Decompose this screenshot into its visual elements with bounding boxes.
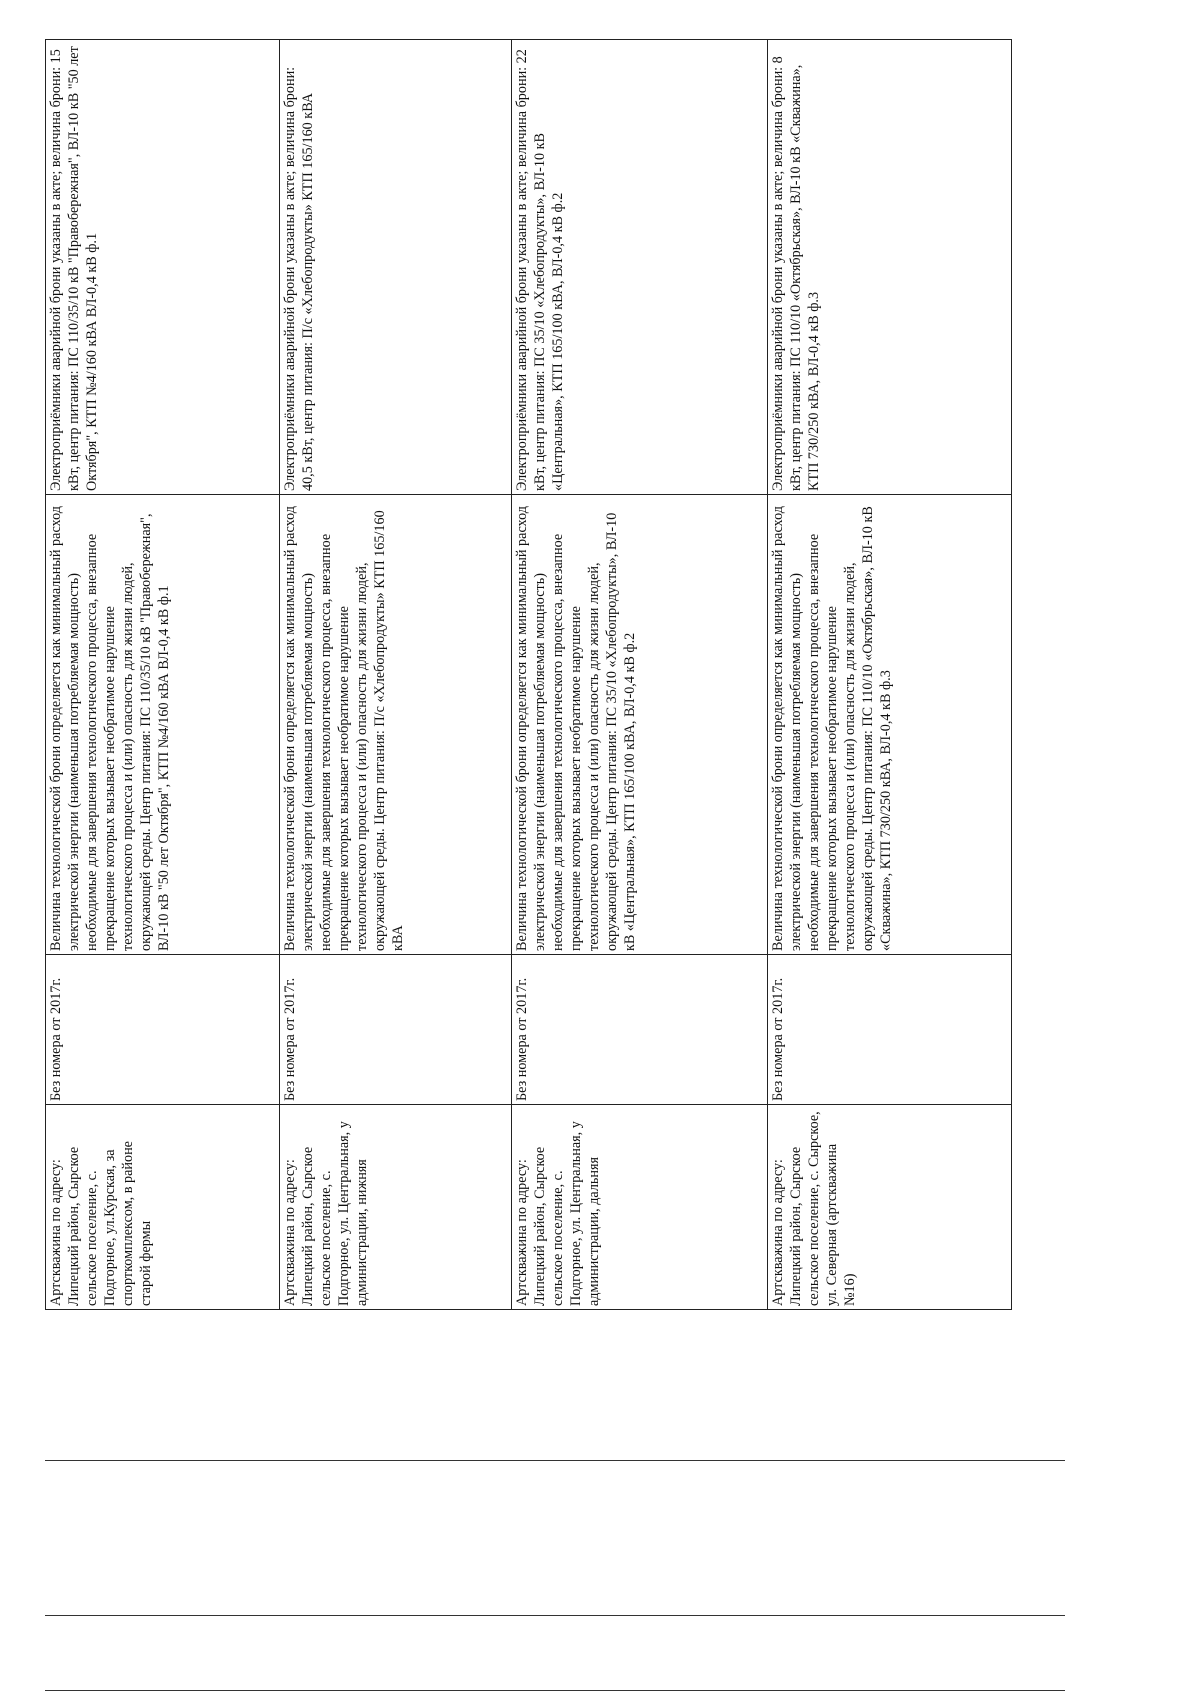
emergency-reserve-cell: Электроприёмники аварийной брони указаны в акте; величина брони: 15 кВт, центр питания: ПС 110/35/10 кВ "Правобережная", ВЛ-10 кВ "50 лет Октября", КТП №4/160 кВА ВЛ-0,4 кВ ф.1	[46, 40, 280, 495]
technological-reserve-cell: Величина технологической брони определяется как минимальный расход электрической энергии (наименьшая потребляемая мощность) необходимые для завершения технологического процесса, внезапное прекращение которых вызывает необратимое нарушение технологического процесса и (или) опасность для жизни людей, окружающей среды. Центр питания: ПС 110/10 «Октябрьская», ВЛ-10 кВ «Скважина», КТП 730/250 кВА, ВЛ-0,4 кВ ф.3	[768, 495, 1012, 955]
technological-reserve-cell: Величина технологической брони определяется как минимальный расход электрической энергии (наименьшая потребляемая мощность) необходимые для завершения технологического процесса, внезапное прекращение которых вызывает необратимое нарушение технологического процесса и (или) опасность для жизни людей, окружающей среды. Центр питания: П/с «Хлебопродукты» КТП 165/160 кВА	[280, 495, 512, 955]
emergency-reserve-cell: Электроприёмники аварийной брони указаны в акте; величина брони: 22 кВт, центр питания: ПС 35/10 «Хлебопродукты», ВЛ-10 кВ «Центральная», КТП 165/100 кВА, ВЛ-0,4 кВ ф.2	[512, 40, 768, 495]
address-cell: Артскважина по адресу: Липецкий район, Сырское сельское поселение, с. Подгорное, ул.Курская, за спорткомплексом, в районе старой фермы	[46, 1105, 280, 1310]
document-cell: Без номера от 2017г.	[768, 955, 1012, 1105]
divider-line	[45, 1690, 1065, 1691]
address-cell: Артскважина по адресу: Липецкий район, Сырское сельское поселение, с. Подгорное, ул. Центральная, у администрации, нижняя	[280, 1105, 512, 1310]
rotated-table-area	[45, 40, 1200, 1306]
document-cell: Без номера от 2017г.	[46, 955, 280, 1105]
emergency-reserve-cell: Электроприёмники аварийной брони указаны в акте; величина брони: 8 кВт, центр питания: ПС 110/10 «Октябрьская», ВЛ-10 кВ «Скважина», КТП 730/250 кВА, ВЛ-0,4 кВ ф.3	[768, 40, 1012, 495]
table-row	[46, 40, 280, 1310]
document-cell: Без номера от 2017г.	[512, 955, 768, 1105]
divider-line	[45, 1615, 1065, 1616]
address-cell: Артскважина по адресу: Липецкий район, Сырское сельское поселение, с. Подгорное, ул. Центральная, у администрации, дальняя	[512, 1105, 768, 1310]
table-row	[280, 40, 512, 1310]
table-row	[512, 40, 768, 1310]
table-rotator	[45, 40, 1053, 1310]
technological-reserve-cell: Величина технологической брони определяется как минимальный расход электрической энергии (наименьшая потребляемая мощность) необходимые для завершения технологического процесса, внезапное прекращение которых вызывает необратимое нарушение технологического процесса и (или) опасность для жизни людей, окружающей среды. Центр питания: ПС 35/10 «Хлебопродукты», ВЛ-10 кВ «Центральная», КТП 165/100 кВА, ВЛ-0,4 кВ ф.2	[512, 495, 768, 955]
table-row	[768, 40, 1012, 1310]
address-cell: Артскважина по адресу: Липецкий район, Сырское сельское поселение, с. Сырское, ул. Северная (артскважина №16)	[768, 1105, 1012, 1310]
emergency-reserve-cell: Электроприёмники аварийной брони указаны в акте; величина брони: 40,5 кВт, центр питания: П/с «Хлебопродукты» КТП 165/160 кВА	[280, 40, 512, 495]
document-cell: Без номера от 2017г.	[280, 955, 512, 1105]
divider-line	[45, 1460, 1065, 1461]
technological-reserve-cell: Величина технологической брони определяется как минимальный расход электрической энергии (наименьшая потребляемая мощность) необходимые для завершения технологического процесса, внезапное прекращение которых вызывает необратимое нарушение технологического процесса и (или) опасность для жизни людей, окружающей среды. Центр питания: ПС 110/35/10 кВ "Правобережная", ВЛ-10 кВ "50 лет Октября", КТП №4/160 кВА ВЛ-0,4 кВ ф.1	[46, 495, 280, 955]
reserve-table	[45, 39, 1012, 1310]
